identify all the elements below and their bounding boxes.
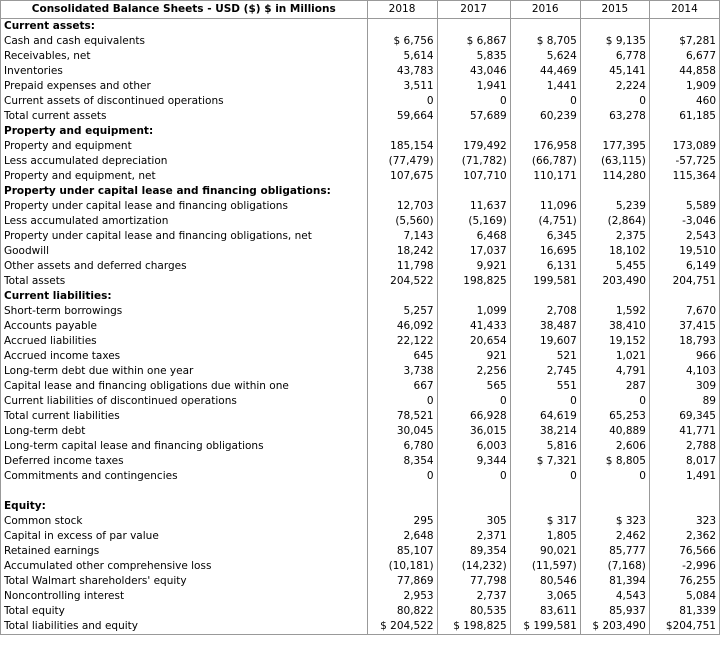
value-cell-2014: 1,909 <box>649 79 719 94</box>
value-cell-2018: 645 <box>367 349 437 364</box>
value-cell-2016: 1,805 <box>510 529 580 544</box>
table-row-retained-earnings <box>1 544 720 559</box>
value-cell-2015: 2,606 <box>580 439 649 454</box>
value-cell-2014: 81,339 <box>649 604 719 619</box>
value-cell-2015 <box>580 124 649 139</box>
value-cell-2014 <box>649 19 719 35</box>
value-cell-2016: 6,131 <box>510 259 580 274</box>
row-label: Property under capital lease and financing obligations, net <box>1 229 368 244</box>
table-row-common-stock <box>1 514 720 529</box>
value-cell-2015: (7,168) <box>580 559 649 574</box>
value-cell-2014: 18,793 <box>649 334 719 349</box>
value-cell-2016: 199,581 <box>510 274 580 289</box>
value-cell-2015: 114,280 <box>580 169 649 184</box>
value-cell-2015 <box>580 499 649 514</box>
value-cell-2017: 41,433 <box>437 319 510 334</box>
section-row-current-liabilities <box>1 289 720 304</box>
table-row-less-accumulated-depreciation <box>1 154 720 169</box>
row-label <box>1 484 368 499</box>
value-cell-2015: 287 <box>580 379 649 394</box>
row-label: Accounts payable <box>1 319 368 334</box>
value-cell-2018: 2,648 <box>367 529 437 544</box>
row-label: Total current assets <box>1 109 368 124</box>
value-cell-2016: 5,816 <box>510 439 580 454</box>
value-cell-2016 <box>510 484 580 499</box>
value-cell-2018: 80,822 <box>367 604 437 619</box>
value-cell-2017: $ 198,825 <box>437 619 510 635</box>
value-cell-2017: 9,344 <box>437 454 510 469</box>
value-cell-2016 <box>510 499 580 514</box>
row-label: Property and equipment, net <box>1 169 368 184</box>
section-row-equity <box>1 499 720 514</box>
value-cell-2016: $ 317 <box>510 514 580 529</box>
value-cell-2016: 90,021 <box>510 544 580 559</box>
value-cell-2015: 1,021 <box>580 349 649 364</box>
table-row-cash-and-cash-equivalents <box>1 34 720 49</box>
value-cell-2017: 2,371 <box>437 529 510 544</box>
value-cell-2015 <box>580 19 649 35</box>
value-cell-2016: 38,487 <box>510 319 580 334</box>
value-cell-2014: 6,149 <box>649 259 719 274</box>
value-cell-2014: 2,788 <box>649 439 719 454</box>
table-row-other-assets-and-deferred-charges <box>1 259 720 274</box>
value-cell-2017: 89,354 <box>437 544 510 559</box>
table-body <box>1 19 720 635</box>
value-cell-2017: 17,037 <box>437 244 510 259</box>
year-header-2014: 2014 <box>649 1 719 19</box>
value-cell-2014: 2,543 <box>649 229 719 244</box>
row-label: Property and equipment <box>1 139 368 154</box>
value-cell-2016: 44,469 <box>510 64 580 79</box>
row-label: Prepaid expenses and other <box>1 79 368 94</box>
value-cell-2014: 309 <box>649 379 719 394</box>
row-label: Receivables, net <box>1 49 368 64</box>
value-cell-2015 <box>580 289 649 304</box>
section-row-current-assets <box>1 19 720 35</box>
value-cell-2015: $ 203,490 <box>580 619 649 635</box>
row-label: Accrued income taxes <box>1 349 368 364</box>
value-cell-2015: 5,455 <box>580 259 649 274</box>
row-label: Accumulated other comprehensive loss <box>1 559 368 574</box>
value-cell-2014 <box>649 484 719 499</box>
row-label: Total current liabilities <box>1 409 368 424</box>
value-cell-2015: 63,278 <box>580 109 649 124</box>
table-row-capital-in-excess-of-par-value <box>1 529 720 544</box>
value-cell-2017: 0 <box>437 94 510 109</box>
value-cell-2015: 85,777 <box>580 544 649 559</box>
value-cell-2018 <box>367 289 437 304</box>
value-cell-2017: 179,492 <box>437 139 510 154</box>
value-cell-2014 <box>649 124 719 139</box>
value-cell-2015: 0 <box>580 394 649 409</box>
value-cell-2014: 173,089 <box>649 139 719 154</box>
value-cell-2015: 2,375 <box>580 229 649 244</box>
value-cell-2015: 18,102 <box>580 244 649 259</box>
value-cell-2017: 6,468 <box>437 229 510 244</box>
value-cell-2016: $ 199,581 <box>510 619 580 635</box>
value-cell-2018: 3,738 <box>367 364 437 379</box>
value-cell-2017: 5,835 <box>437 49 510 64</box>
value-cell-2014 <box>649 184 719 199</box>
row-label: Current assets: <box>1 19 368 35</box>
value-cell-2015: 40,889 <box>580 424 649 439</box>
row-label: Long-term debt due within one year <box>1 364 368 379</box>
row-label: Other assets and deferred charges <box>1 259 368 274</box>
table-row-accrued-liabilities <box>1 334 720 349</box>
value-cell-2015: (63,115) <box>580 154 649 169</box>
value-cell-2017 <box>437 289 510 304</box>
value-cell-2016: 5,624 <box>510 49 580 64</box>
value-cell-2014: -2,996 <box>649 559 719 574</box>
row-label: Goodwill <box>1 244 368 259</box>
value-cell-2017: 198,825 <box>437 274 510 289</box>
row-label: Property and equipment: <box>1 124 368 139</box>
value-cell-2018: 6,780 <box>367 439 437 454</box>
value-cell-2016 <box>510 124 580 139</box>
value-cell-2016: 2,745 <box>510 364 580 379</box>
value-cell-2017: 2,256 <box>437 364 510 379</box>
value-cell-2018: 30,045 <box>367 424 437 439</box>
row-label: Property under capital lease and financing obligations: <box>1 184 368 199</box>
table-row-total-current-assets <box>1 109 720 124</box>
row-label: Noncontrolling interest <box>1 589 368 604</box>
value-cell-2014: 5,589 <box>649 199 719 214</box>
value-cell-2017 <box>437 19 510 35</box>
spacer-row-row <box>1 484 720 499</box>
row-label: Total Walmart shareholders' equity <box>1 574 368 589</box>
table-row-total-equity <box>1 604 720 619</box>
value-cell-2018 <box>367 184 437 199</box>
value-cell-2016: 19,607 <box>510 334 580 349</box>
value-cell-2016: (11,597) <box>510 559 580 574</box>
value-cell-2015: 2,462 <box>580 529 649 544</box>
value-cell-2018 <box>367 484 437 499</box>
value-cell-2015: 19,152 <box>580 334 649 349</box>
value-cell-2017 <box>437 499 510 514</box>
table-row-accounts-payable <box>1 319 720 334</box>
value-cell-2016: 6,345 <box>510 229 580 244</box>
value-cell-2017: (14,232) <box>437 559 510 574</box>
row-label: Inventories <box>1 64 368 79</box>
table-row-goodwill <box>1 244 720 259</box>
value-cell-2015: 0 <box>580 94 649 109</box>
value-cell-2018 <box>367 124 437 139</box>
table-row-less-accumulated-amortization <box>1 214 720 229</box>
value-cell-2014: 5,084 <box>649 589 719 604</box>
value-cell-2017: 6,003 <box>437 439 510 454</box>
table-row-total-current-liabilities <box>1 409 720 424</box>
value-cell-2014: 76,255 <box>649 574 719 589</box>
row-label: Capital lease and financing obligations due within one <box>1 379 368 394</box>
table-row-noncontrolling-interest <box>1 589 720 604</box>
value-cell-2016 <box>510 289 580 304</box>
value-cell-2016: 83,611 <box>510 604 580 619</box>
value-cell-2016: 110,171 <box>510 169 580 184</box>
table-row-short-term-borrowings <box>1 304 720 319</box>
value-cell-2018: 3,511 <box>367 79 437 94</box>
value-cell-2016: 551 <box>510 379 580 394</box>
row-label: Equity: <box>1 499 368 514</box>
value-cell-2015 <box>580 184 649 199</box>
year-header-2018: 2018 <box>367 1 437 19</box>
row-label: Less accumulated amortization <box>1 214 368 229</box>
value-cell-2016 <box>510 184 580 199</box>
value-cell-2015: 45,141 <box>580 64 649 79</box>
value-cell-2015: 0 <box>580 469 649 484</box>
table-row-total-assets <box>1 274 720 289</box>
value-cell-2015: $ 8,805 <box>580 454 649 469</box>
table-row-prepaid-expenses-and-other <box>1 79 720 94</box>
header-row <box>1 1 720 19</box>
value-cell-2018: 5,614 <box>367 49 437 64</box>
value-cell-2016: 80,546 <box>510 574 580 589</box>
row-label: Short-term borrowings <box>1 304 368 319</box>
value-cell-2015 <box>580 484 649 499</box>
row-label: Total assets <box>1 274 368 289</box>
table-row-receivables-net <box>1 49 720 64</box>
row-label: Capital in excess of par value <box>1 529 368 544</box>
value-cell-2018: $ 6,756 <box>367 34 437 49</box>
value-cell-2017: 305 <box>437 514 510 529</box>
table-row-property-and-equipment <box>1 139 720 154</box>
value-cell-2014: 460 <box>649 94 719 109</box>
value-cell-2018: (77,479) <box>367 154 437 169</box>
value-cell-2018 <box>367 19 437 35</box>
value-cell-2017: 2,737 <box>437 589 510 604</box>
value-cell-2017: 0 <box>437 394 510 409</box>
value-cell-2017 <box>437 484 510 499</box>
value-cell-2014: 2,362 <box>649 529 719 544</box>
value-cell-2016: 60,239 <box>510 109 580 124</box>
value-cell-2016: $ 7,321 <box>510 454 580 469</box>
value-cell-2016: 521 <box>510 349 580 364</box>
value-cell-2018: 0 <box>367 469 437 484</box>
value-cell-2014: 8,017 <box>649 454 719 469</box>
table-row-property-under-capital-lease-and-financing-obligations-net <box>1 229 720 244</box>
value-cell-2014 <box>649 289 719 304</box>
value-cell-2014: 115,364 <box>649 169 719 184</box>
value-cell-2015: (2,864) <box>580 214 649 229</box>
value-cell-2017: 921 <box>437 349 510 364</box>
table-row-property-under-capital-lease-and-financing-obligations <box>1 199 720 214</box>
value-cell-2018: (10,181) <box>367 559 437 574</box>
value-cell-2017: 9,921 <box>437 259 510 274</box>
value-cell-2015: 1,592 <box>580 304 649 319</box>
value-cell-2018: 2,953 <box>367 589 437 604</box>
row-label: Property under capital lease and financing obligations <box>1 199 368 214</box>
value-cell-2018: 46,092 <box>367 319 437 334</box>
value-cell-2016: $ 8,705 <box>510 34 580 49</box>
row-label: Current liabilities of discontinued operations <box>1 394 368 409</box>
value-cell-2014: 41,771 <box>649 424 719 439</box>
value-cell-2014: 44,858 <box>649 64 719 79</box>
value-cell-2016: 0 <box>510 394 580 409</box>
value-cell-2014: $204,751 <box>649 619 719 635</box>
value-cell-2015: $ 323 <box>580 514 649 529</box>
value-cell-2016: 0 <box>510 94 580 109</box>
value-cell-2018: 667 <box>367 379 437 394</box>
table-row-long-term-capital-lease-and-financing-obligations <box>1 439 720 454</box>
value-cell-2014: 61,185 <box>649 109 719 124</box>
value-cell-2016: 176,958 <box>510 139 580 154</box>
section-row-property-under-capital-lease-and-financing-obligations <box>1 184 720 199</box>
value-cell-2015: $ 9,135 <box>580 34 649 49</box>
value-cell-2016: 38,214 <box>510 424 580 439</box>
row-label: Common stock <box>1 514 368 529</box>
value-cell-2017: 57,689 <box>437 109 510 124</box>
row-label: Commitments and contingencies <box>1 469 368 484</box>
value-cell-2018: 12,703 <box>367 199 437 214</box>
year-header-2017: 2017 <box>437 1 510 19</box>
value-cell-2015: 38,410 <box>580 319 649 334</box>
table-title: Consolidated Balance Sheets - USD ($) $ in Millions <box>1 1 368 19</box>
value-cell-2014: 69,345 <box>649 409 719 424</box>
row-label: Deferred income taxes <box>1 454 368 469</box>
value-cell-2015: 2,224 <box>580 79 649 94</box>
row-label: Long-term debt <box>1 424 368 439</box>
value-cell-2014: 19,510 <box>649 244 719 259</box>
value-cell-2017: 1,099 <box>437 304 510 319</box>
value-cell-2018: 78,521 <box>367 409 437 424</box>
value-cell-2017: (5,169) <box>437 214 510 229</box>
table-row-long-term-debt <box>1 424 720 439</box>
value-cell-2017: (71,782) <box>437 154 510 169</box>
value-cell-2014: 76,566 <box>649 544 719 559</box>
table-row-accumulated-other-comprehensive-loss <box>1 559 720 574</box>
value-cell-2017: 43,046 <box>437 64 510 79</box>
table-row-inventories <box>1 64 720 79</box>
row-label: Total liabilities and equity <box>1 619 368 635</box>
table-row-current-liabilities-of-discontinued-operations <box>1 394 720 409</box>
value-cell-2018: 107,675 <box>367 169 437 184</box>
value-cell-2015: 4,543 <box>580 589 649 604</box>
value-cell-2016: (4,751) <box>510 214 580 229</box>
value-cell-2015: 81,394 <box>580 574 649 589</box>
value-cell-2014: $7,281 <box>649 34 719 49</box>
value-cell-2017: 565 <box>437 379 510 394</box>
value-cell-2014: 966 <box>649 349 719 364</box>
table-row-deferred-income-taxes <box>1 454 720 469</box>
table-row-current-assets-of-discontinued-operations <box>1 94 720 109</box>
value-cell-2018: 7,143 <box>367 229 437 244</box>
value-cell-2015: 85,937 <box>580 604 649 619</box>
value-cell-2015: 6,778 <box>580 49 649 64</box>
row-label: Current assets of discontinued operations <box>1 94 368 109</box>
table-row-property-and-equipment-net <box>1 169 720 184</box>
value-cell-2017 <box>437 184 510 199</box>
value-cell-2015: 4,791 <box>580 364 649 379</box>
row-label: Less accumulated depreciation <box>1 154 368 169</box>
value-cell-2016: 2,708 <box>510 304 580 319</box>
value-cell-2018: 295 <box>367 514 437 529</box>
row-label: Long-term capital lease and financing obligations <box>1 439 368 454</box>
value-cell-2018: 8,354 <box>367 454 437 469</box>
value-cell-2016: 3,065 <box>510 589 580 604</box>
value-cell-2014: 37,415 <box>649 319 719 334</box>
value-cell-2018: (5,560) <box>367 214 437 229</box>
value-cell-2018: 5,257 <box>367 304 437 319</box>
value-cell-2017: $ 6,867 <box>437 34 510 49</box>
value-cell-2014: 323 <box>649 514 719 529</box>
value-cell-2017: 1,941 <box>437 79 510 94</box>
value-cell-2016: 16,695 <box>510 244 580 259</box>
value-cell-2014: 7,670 <box>649 304 719 319</box>
value-cell-2018: $ 204,522 <box>367 619 437 635</box>
table-row-capital-lease-and-financing-obligations-due-within-one <box>1 379 720 394</box>
value-cell-2016: 64,619 <box>510 409 580 424</box>
section-row-property-and-equipment <box>1 124 720 139</box>
row-label: Current liabilities: <box>1 289 368 304</box>
value-cell-2018: 43,783 <box>367 64 437 79</box>
value-cell-2017: 11,637 <box>437 199 510 214</box>
row-label: Cash and cash equivalents <box>1 34 368 49</box>
value-cell-2016: 11,096 <box>510 199 580 214</box>
table-row-commitments-and-contingencies <box>1 469 720 484</box>
year-header-2016: 2016 <box>510 1 580 19</box>
table-row-long-term-debt-due-within-one-year <box>1 364 720 379</box>
value-cell-2015: 203,490 <box>580 274 649 289</box>
value-cell-2018: 18,242 <box>367 244 437 259</box>
value-cell-2014: -3,046 <box>649 214 719 229</box>
table-row-total-liabilities-and-equity <box>1 619 720 635</box>
value-cell-2014: 4,103 <box>649 364 719 379</box>
value-cell-2016 <box>510 19 580 35</box>
value-cell-2018: 0 <box>367 94 437 109</box>
value-cell-2017 <box>437 124 510 139</box>
value-cell-2014 <box>649 499 719 514</box>
table-row-total-walmart-shareholders-equity <box>1 574 720 589</box>
value-cell-2018: 204,522 <box>367 274 437 289</box>
value-cell-2017: 80,535 <box>437 604 510 619</box>
value-cell-2015: 177,395 <box>580 139 649 154</box>
value-cell-2018: 185,154 <box>367 139 437 154</box>
value-cell-2016: (66,787) <box>510 154 580 169</box>
value-cell-2015: 5,239 <box>580 199 649 214</box>
value-cell-2016: 0 <box>510 469 580 484</box>
value-cell-2014: 89 <box>649 394 719 409</box>
value-cell-2018: 85,107 <box>367 544 437 559</box>
row-label: Total equity <box>1 604 368 619</box>
value-cell-2014: 1,491 <box>649 469 719 484</box>
value-cell-2018: 77,869 <box>367 574 437 589</box>
value-cell-2017: 20,654 <box>437 334 510 349</box>
value-cell-2014: 6,677 <box>649 49 719 64</box>
value-cell-2015: 65,253 <box>580 409 649 424</box>
value-cell-2017: 77,798 <box>437 574 510 589</box>
value-cell-2016: 1,441 <box>510 79 580 94</box>
table-row-accrued-income-taxes <box>1 349 720 364</box>
value-cell-2017: 36,015 <box>437 424 510 439</box>
value-cell-2014: 204,751 <box>649 274 719 289</box>
value-cell-2018: 59,664 <box>367 109 437 124</box>
row-label: Accrued liabilities <box>1 334 368 349</box>
value-cell-2017: 107,710 <box>437 169 510 184</box>
value-cell-2017: 66,928 <box>437 409 510 424</box>
row-label: Retained earnings <box>1 544 368 559</box>
year-header-2015: 2015 <box>580 1 649 19</box>
value-cell-2014: -57,725 <box>649 154 719 169</box>
value-cell-2018: 11,798 <box>367 259 437 274</box>
value-cell-2018 <box>367 499 437 514</box>
value-cell-2018: 0 <box>367 394 437 409</box>
value-cell-2017: 0 <box>437 469 510 484</box>
value-cell-2018: 22,122 <box>367 334 437 349</box>
